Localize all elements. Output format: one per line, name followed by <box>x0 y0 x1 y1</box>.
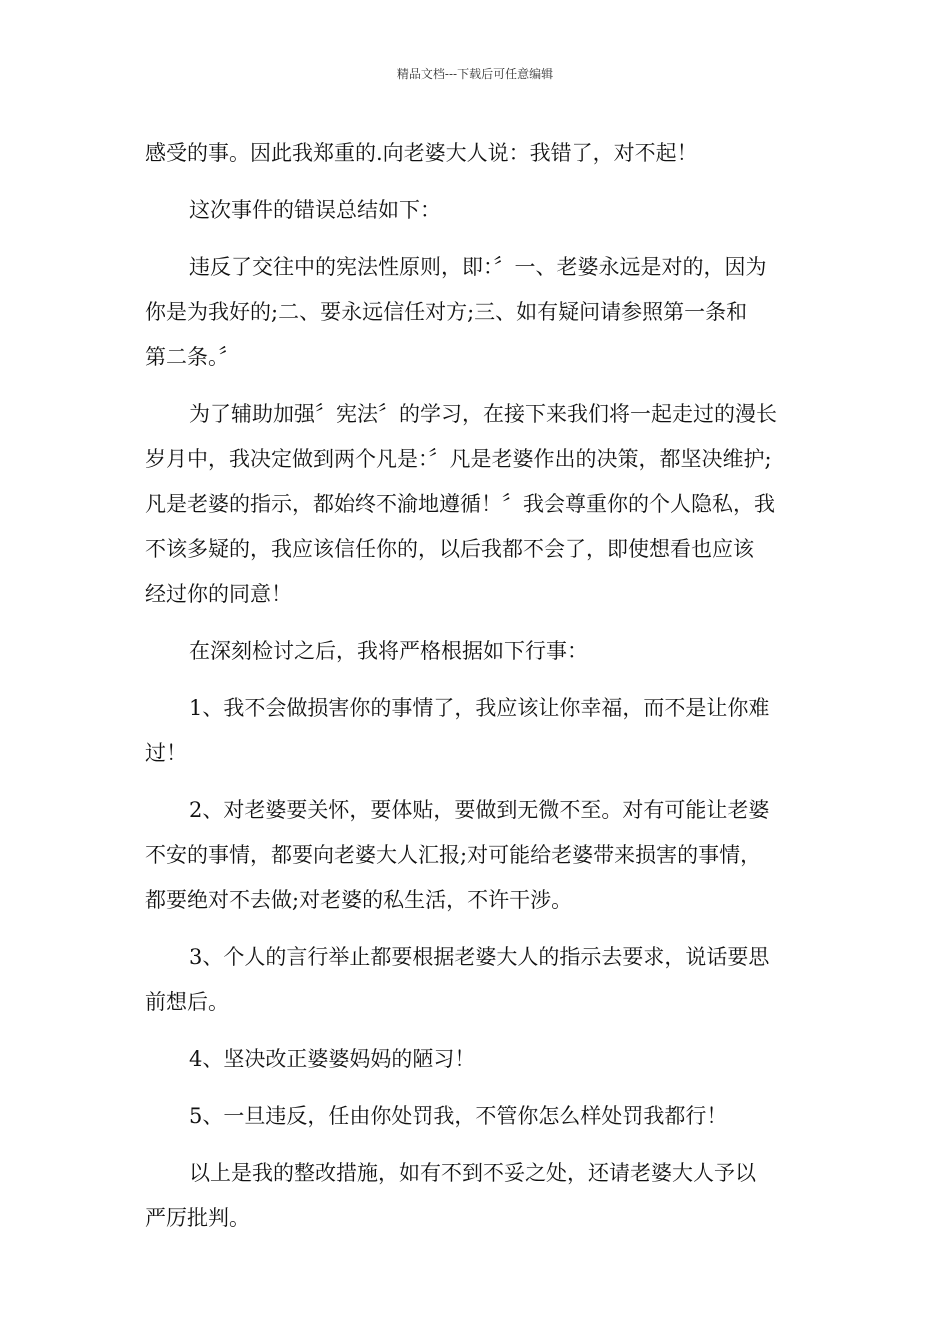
paragraph-line: 5、一旦违反，任由你处罚我，不管你怎么样处罚我都行！ <box>189 1104 728 1128</box>
paragraph-line: 为了辅助加强〞宪法〞的学习，在接下来我们将一起走过的漫长 <box>189 402 777 426</box>
paragraph-line: 以上是我的整改措施，如有不到不妥之处，还请老婆大人予以 <box>189 1161 756 1185</box>
paragraph-line: 前想后。 <box>145 990 229 1014</box>
paragraph-7 <box>145 788 810 923</box>
paragraph-10 <box>145 1094 810 1139</box>
paragraph-line: 经过你的同意！ <box>145 582 292 606</box>
paragraph-line: 在深刻检讨之后，我将严格根据如下行事： <box>189 639 588 663</box>
paragraph-line: 4、坚决改正婆婆妈妈的陋习！ <box>189 1047 476 1071</box>
document-body <box>145 131 810 1241</box>
paragraph-line: 违反了交往中的宪法性原则，即：〞一、老婆永远是对的，因为 <box>189 255 767 279</box>
paragraph-line: 过！ <box>145 741 187 765</box>
paragraph-5 <box>145 629 810 674</box>
paragraph-4 <box>145 392 810 617</box>
paragraph-6 <box>145 686 810 776</box>
paragraph-line: 岁月中，我决定做到两个凡是：〞凡是老婆作出的决策，都坚决维护; <box>145 447 772 471</box>
paragraph-line: 感受的事。因此我郑重的.向老婆大人说：我错了，对不起！ <box>145 141 698 165</box>
paragraph-11 <box>145 1151 810 1241</box>
paragraph-line: 2、对老婆要关怀，要体贴，要做到无微不至。对有可能让老婆 <box>189 798 770 822</box>
paragraph-line: 第二条。〞 <box>145 345 240 369</box>
paragraph-line: 你是为我好的;二、要永远信任对方;三、如有疑问请参照第一条和 <box>145 300 748 324</box>
paragraph-line: 这次事件的错误总结如下： <box>189 198 441 222</box>
paragraph-9 <box>145 1037 810 1082</box>
paragraph-line: 不该多疑的，我应该信任你的，以后我都不会了，即使想看也应该 <box>145 537 754 561</box>
paragraph-line: 不安的事情，都要向老婆大人汇报;对可能给老婆带来损害的事情， <box>145 843 762 867</box>
paragraph-line: 都要绝对不去做;对老婆的私生活，不许干涉。 <box>145 888 573 912</box>
paragraph-3 <box>145 245 810 380</box>
paragraph-line: 严厉批判。 <box>145 1206 250 1230</box>
page-header: 精品文档---下载后可任意编辑 <box>396 67 554 81</box>
paragraph-2 <box>145 188 810 233</box>
paragraph-line: 3、个人的言行举止都要根据老婆大人的指示去要求，说话要思 <box>189 945 770 969</box>
paragraph-line: 1、我不会做损害你的事情了，我应该让你幸福，而不是让你难 <box>189 696 770 720</box>
paragraph-line: 凡是老婆的指示，都始终不渝地遵循！〞我会尊重你的个人隐私，我 <box>145 492 775 516</box>
paragraph-1 <box>145 131 810 176</box>
paragraph-8 <box>145 935 810 1025</box>
